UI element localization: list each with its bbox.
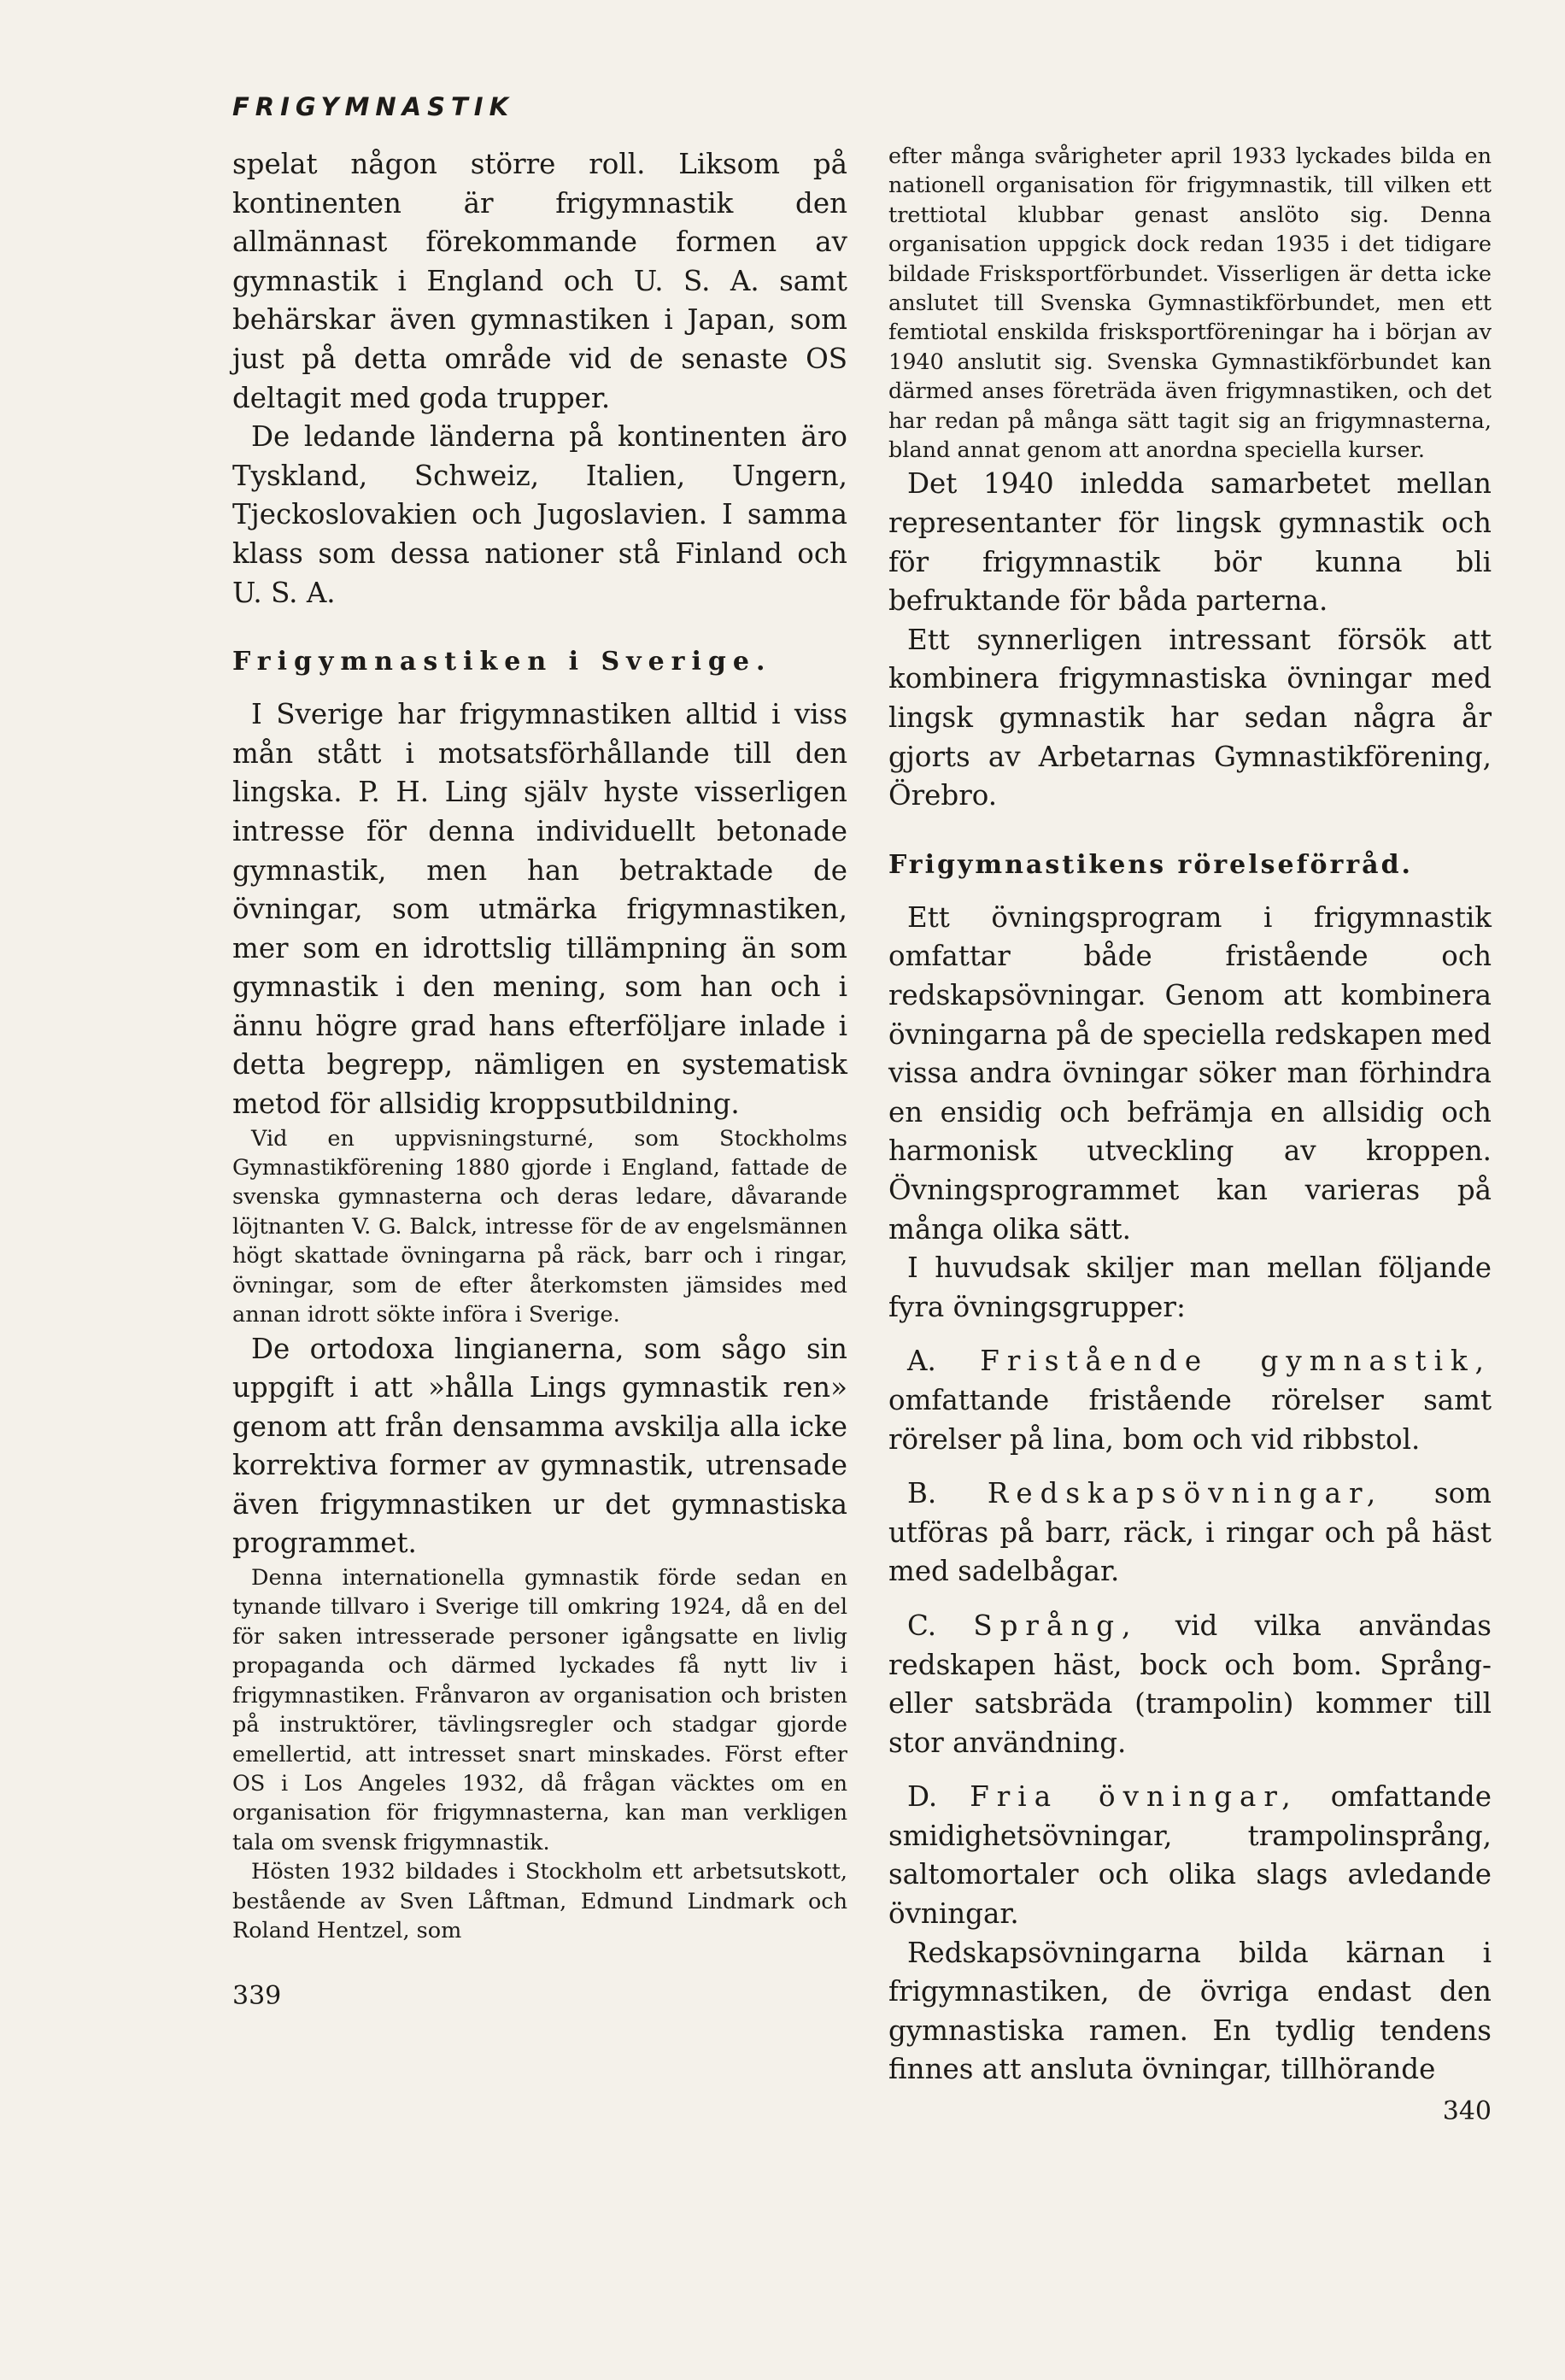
paragraph: De ledande länderna på kontinenten äro Tyskland, Schweiz, Italien, Ungern, Tjeckoslovakien och Jugoslavien. I samma klass som dessa nationer stå Finland och U. S. A. (232, 420, 847, 609)
list-letter: A. (907, 1345, 936, 1378)
paragraph: I huvudsak skiljer man mellan följande fyra övningsgrupper: (888, 1252, 1492, 1323)
list-term: Fria övningar, (970, 1780, 1298, 1814)
section-heading: Frigymnastikens rörelseförråd. (888, 849, 1414, 880)
page-number-right: 340 (1442, 2096, 1492, 2127)
list-term: Språng, (973, 1609, 1139, 1642)
list-term: Fristående gymnastik, (980, 1345, 1492, 1378)
paragraph: De ortodoxa lingianerna, som sågo sin uppgift i att »hålla Lings gymnastik ren» genom att från densamma avskilja alla icke korrektiva former av gymnastik, utrensade även frigymnastiken ur det gymnastiska programmet. (232, 1332, 847, 1560)
paragraph: Ett synnerligen intressant försök att kombinera frigymnastiska övningar med lingsk gymnastik har sedan några år gjorts av Arbetarnas Gymnastikförening, Örebro. (888, 623, 1492, 812)
list-letter: B. (907, 1477, 937, 1510)
list-letter: D. (907, 1780, 938, 1814)
list-text: vid vilka användas redskapen häst, bock och bom. Språng- eller satsbräda (trampolin) kommer till stor användning. (888, 1609, 1492, 1759)
paragraph: I Sverige har frigymnastiken alltid i viss mån stått i motsatsförhållande till den lingska. P. H. Ling själv hyste visserligen intresse för denna individuellt betonade gymnastik, men han betraktade de övningar, som utmärka frigymnastiken, mer som en idrottslig tillämpning än som gymnastik i den mening, som han och i ännu högre grad hans efterföljare inlade i detta begrepp, nämligen en systematisk metod för allsidig kroppsutbildning. (232, 698, 847, 1121)
paragraph: Det 1940 inledda samarbetet mellan representanter för lingsk gymnastik och för frigymnastik bör kunna bli befruktande för båda parterna. (888, 467, 1492, 618)
list-letter: C. (907, 1609, 937, 1642)
running-head: FRIGYMNASTIK (232, 92, 515, 121)
right-column (888, 142, 1492, 2126)
small-print-paragraph: Denna internationella gymnastik förde sedan en tynande tillvaro i Sverige till omkring 1924, då en del för saken intresserade personer igångsatte en livlig propaganda och därmed lyckades få nytt liv i frigymnastiken. Frånvaron av organisation och bristen på instruktörer, tävlingsregler och stadgar gjorde emellertid, att intresset snart minskades. Först efter OS i Los Angeles 1932, då frågan väcktes om en organisation för frigymnasterna, kan man verkligen tala om svensk frigymnastik. (232, 1565, 847, 1855)
list-term: Redskapsövningar, (987, 1477, 1384, 1510)
list-item-d (888, 1778, 1492, 1933)
small-print-paragraph: efter många svårigheter april 1933 lyckades bilda en nationell organisation för frigymnastik, till vilken ett trettiotal klubbar genast anslöto sig. Denna organisation uppgick dock redan 1935 i det tidigare bildade Frisksportförbundet. Visserligen är detta icke anslutet till Svenska Gymnastikförbundet, men ett femtiotal enskilda frisksportföreningar ha i början av 1940 anslutit sig. Svenska Gymnastikförbundet kan därmed anses företräda även frigymnastiken, och det har redan på många sätt tagit sig an frigymnasterna, bland annat genom att anordna speciella kurser. (888, 144, 1492, 464)
page-number-left: 339 (232, 1981, 282, 2012)
list-text: omfattande fristående rörelser samt rörelser på lina, bom och vid ribbstol. (888, 1383, 1492, 1456)
left-column (232, 145, 847, 2011)
paragraph: Ett övningsprogram i frigymnastik omfattar både fristående och redskapsövningar. Genom att kombinera övningarna på de speciella redskapen med vissa andra övningar söker man förhindra en ensidig och befrämja en allsidig och harmonisk utveckling av kroppen. Övningsprogrammet kan varieras på många olika sätt. (888, 900, 1492, 1246)
small-print-paragraph: Vid en uppvisningsturné, som Stockholms Gymnastikförening 1880 gjorde i England, fattade de svenska gymnasterna och deras ledare, dåvarande löjtnanten V. G. Balck, intresse för de av engelsmännen högt skattade övningarna på räck, barr och i ringar, övningar, som de efter återkomsten jämsides med annan idrott sökte införa i Sverige. (232, 1125, 847, 1328)
list-text: som utföras på barr, räck, i ringar och på häst med sadelbågar. (888, 1477, 1492, 1588)
list-text: omfattande smidighetsövningar, trampolinsprång, saltomortaler och olika slags avledande övningar. (888, 1780, 1492, 1931)
paragraph: Redskapsövningarna bilda kärnan i frigymnastiken, de övriga endast den gymnastiska ramen. En tydlig tendens finnes att ansluta övningar, tillhörande (888, 1936, 1492, 2086)
list-item-b (888, 1474, 1492, 1592)
paragraph: spelat någon större roll. Liksom på kontinenten är frigymnastik den allmännast förekommande formen av gymnastik i England och U. S. A. samt behärskar även gymnastiken i Japan, som just på detta område vid de senaste OS deltagit med goda trupper. (232, 148, 847, 414)
small-print-paragraph: Hösten 1932 bildades i Stockholm ett arbetsutskott, bestående av Sven Låftman, Edmund Lindmark och Roland Hentzel, som (232, 1859, 847, 1943)
list-item-c (888, 1607, 1492, 1762)
section-heading: Frigymnastiken i Sverige. (232, 647, 772, 677)
list-item-a (888, 1342, 1492, 1459)
